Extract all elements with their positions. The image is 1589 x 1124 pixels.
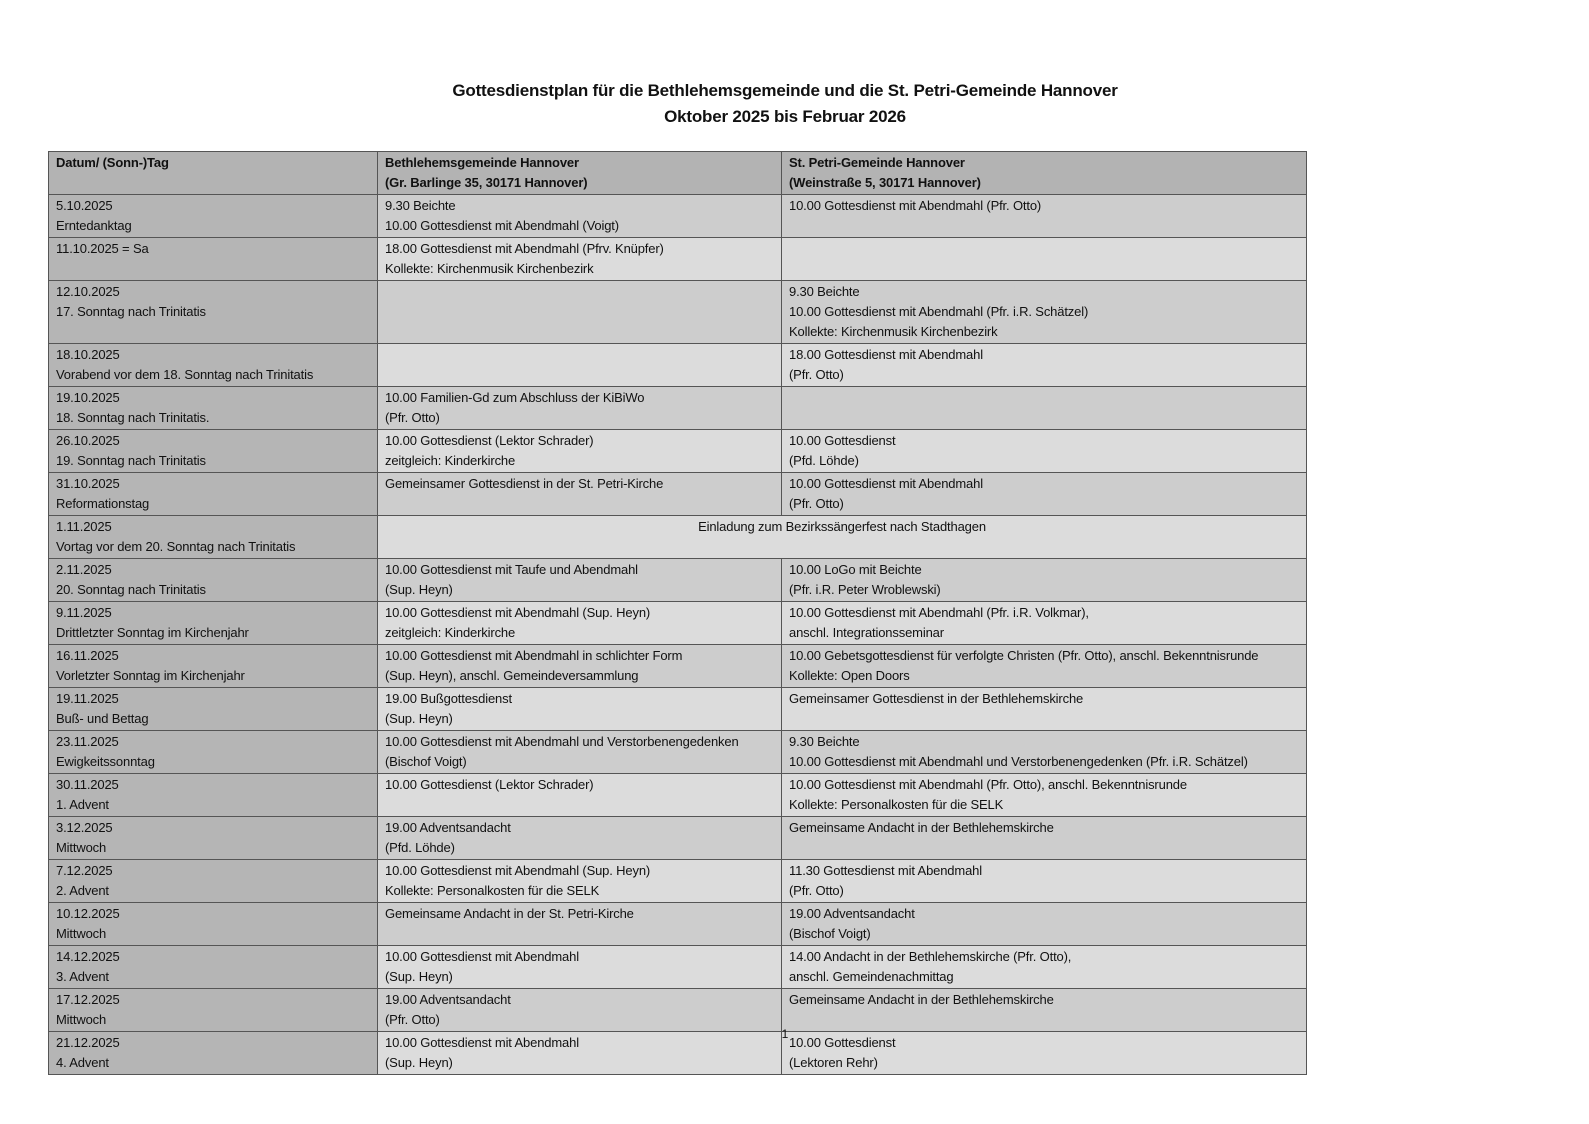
cell-line: Ewigkeitssonntag: [56, 754, 155, 769]
cell-line: (Bischof Voigt): [385, 754, 467, 769]
cell-line: Mittwoch: [56, 840, 107, 855]
cell-line: Vortag vor dem 20. Sonntag nach Trinitatis: [56, 539, 296, 554]
cell-line: 12.10.2025: [56, 284, 120, 299]
cell-line: Gemeinsamer Gottesdienst in der Bethlehemskirche: [789, 691, 1084, 706]
cell-line: 9.30 Beichte: [789, 284, 860, 299]
header-bethlehem: [378, 152, 782, 195]
st-petri-cell: [782, 946, 1307, 989]
cell-line: 21.12.2025: [56, 1035, 120, 1050]
cell-line: 10.12.2025: [56, 906, 120, 921]
bethlehem-cell: [378, 860, 782, 903]
cell-line: (Sup. Heyn): [385, 711, 453, 726]
cell-line: zeitgleich: Kinderkirche: [385, 625, 516, 640]
st-petri-cell: [782, 860, 1307, 903]
table-row: [49, 688, 1307, 731]
cell-line: Gemeinsamer Gottesdienst in der St. Petri-Kirche: [385, 476, 664, 491]
cell-line: 9.30 Beichte: [789, 734, 860, 749]
bethlehem-cell: [378, 946, 782, 989]
cell-line: (Weinstraße 5, 30171 Hannover): [789, 175, 981, 190]
cell-line: St. Petri-Gemeinde Hannover: [789, 155, 965, 170]
st-petri-cell: [782, 817, 1307, 860]
cell-line: 2. Advent: [56, 883, 109, 898]
cell-line: Datum/ (Sonn-)Tag: [56, 155, 169, 170]
cell-line: 19.11.2025: [56, 691, 119, 706]
cell-line: 11.10.2025 = Sa: [56, 241, 149, 256]
table-row: [49, 989, 1307, 1032]
date-cell: [49, 387, 378, 430]
bethlehem-cell: [378, 688, 782, 731]
cell-line: (Pfr. i.R. Peter Wroblewski): [789, 582, 941, 597]
date-cell: [49, 195, 378, 238]
st-petri-cell: [782, 238, 1307, 281]
st-petri-cell: [782, 731, 1307, 774]
bethlehem-cell: [378, 731, 782, 774]
cell-line: 10.00 Gottesdienst mit Abendmahl (Pfr. Otto), anschl. Bekenntnisrunde: [789, 777, 1187, 792]
st-petri-cell: [782, 645, 1307, 688]
st-petri-cell: [782, 602, 1307, 645]
cell-line: anschl. Gemeindenachmittag: [789, 969, 954, 984]
st-petri-cell: [782, 344, 1307, 387]
date-cell: [49, 281, 378, 344]
cell-line: 10.00 Gottesdienst mit Abendmahl in schlichter Form: [385, 648, 683, 663]
date-cell: [49, 602, 378, 645]
cell-line: 10.00 Gottesdienst mit Abendmahl (Voigt): [385, 218, 619, 233]
table-row: [49, 860, 1307, 903]
service-schedule-table: [48, 151, 1307, 1075]
cell-line: Erntedanktag: [56, 218, 132, 233]
date-cell: [49, 774, 378, 817]
cell-line: (Bischof Voigt): [789, 926, 871, 941]
cell-line: Vorletzter Sonntag im Kirchenjahr: [56, 668, 245, 683]
date-cell: [49, 559, 378, 602]
cell-line: 1.11.2025: [56, 519, 112, 534]
bethlehem-cell: [378, 989, 782, 1032]
document-title: [0, 78, 1570, 130]
cell-line: 26.10.2025: [56, 433, 120, 448]
title-line-1: Gottesdienstplan für die Bethlehemsgemeinde und die St. Petri-Gemeinde Hannover: [452, 81, 1118, 100]
cell-line: (Pfr. Otto): [789, 883, 844, 898]
bethlehem-cell: [378, 903, 782, 946]
st-petri-cell: [782, 387, 1307, 430]
cell-line: 30.11.2025: [56, 777, 119, 792]
cell-line: (Pfr. Otto): [385, 1012, 440, 1027]
cell-line: 7.12.2025: [56, 863, 113, 878]
cell-line: Gemeinsame Andacht in der Bethlehemskirche: [789, 820, 1054, 835]
cell-line: 10.00 Gottesdienst mit Abendmahl: [789, 476, 983, 491]
date-cell: [49, 860, 378, 903]
cell-line: 10.00 Gebetsgottesdienst für verfolgte Christen (Pfr. Otto), anschl. Bekenntnisrunde: [789, 648, 1259, 663]
table-row: [49, 559, 1307, 602]
cell-line: (Lektoren Rehr): [789, 1055, 878, 1070]
st-petri-cell: [782, 281, 1307, 344]
cell-line: 10.00 Gottesdienst (Lektor Schrader): [385, 777, 594, 792]
cell-line: 3. Advent: [56, 969, 109, 984]
cell-line: 18. Sonntag nach Trinitatis.: [56, 410, 210, 425]
cell-line: 4. Advent: [56, 1055, 109, 1070]
cell-line: Einladung zum Bezirkssängerfest nach Stadthagen: [698, 519, 986, 534]
cell-line: 10.00 LoGo mit Beichte: [789, 562, 922, 577]
merged-event-cell: [378, 516, 1307, 559]
bethlehem-cell: [378, 645, 782, 688]
cell-line: 19.00 Adventsandacht: [385, 820, 511, 835]
table-row: [49, 195, 1307, 238]
bethlehem-cell: [378, 195, 782, 238]
st-petri-cell: [782, 989, 1307, 1032]
cell-line: 19.00 Adventsandacht: [789, 906, 915, 921]
cell-line: (Sup. Heyn), anschl. Gemeindeversammlung: [385, 668, 639, 683]
table-row: [49, 645, 1307, 688]
table-row: [49, 817, 1307, 860]
st-petri-cell: [782, 688, 1307, 731]
cell-line: Gemeinsame Andacht in der St. Petri-Kirche: [385, 906, 634, 921]
cell-line: 10.00 Gottesdienst mit Abendmahl (Pfr. Otto): [789, 198, 1042, 213]
cell-line: 10.00 Gottesdienst mit Abendmahl: [385, 1035, 579, 1050]
table-row: [49, 516, 1307, 559]
cell-line: 11.30 Gottesdienst mit Abendmahl: [789, 863, 982, 878]
cell-line: 14.12.2025: [56, 949, 120, 964]
cell-line: 19. Sonntag nach Trinitatis: [56, 453, 206, 468]
date-cell: [49, 731, 378, 774]
table-header-row: [49, 152, 1307, 195]
cell-line: (Sup. Heyn): [385, 1055, 453, 1070]
bethlehem-cell: [378, 817, 782, 860]
date-cell: [49, 473, 378, 516]
bethlehem-cell: [378, 430, 782, 473]
cell-line: 10.00 Familien-Gd zum Abschluss der KiBiWo: [385, 390, 645, 405]
table-row: [49, 602, 1307, 645]
cell-line: 10.00 Gottesdienst mit Abendmahl und Verstorbenengedenken: [385, 734, 739, 749]
cell-line: Bethlehemsgemeinde Hannover: [385, 155, 579, 170]
st-petri-cell: [782, 559, 1307, 602]
bethlehem-cell: [378, 281, 782, 344]
bethlehem-cell: [378, 559, 782, 602]
bethlehem-cell: [378, 387, 782, 430]
header-st-petri: [782, 152, 1307, 195]
st-petri-cell: [782, 430, 1307, 473]
cell-line: 10.00 Gottesdienst: [789, 1035, 896, 1050]
table-row: [49, 238, 1307, 281]
cell-line: zeitgleich: Kinderkirche: [385, 453, 516, 468]
st-petri-cell: [782, 774, 1307, 817]
cell-line: Kollekte: Personalkosten für die SELK: [789, 797, 1004, 812]
cell-line: 10.00 Gottesdienst (Lektor Schrader): [385, 433, 594, 448]
st-petri-cell: [782, 195, 1307, 238]
bethlehem-cell: [378, 344, 782, 387]
table-row: [49, 473, 1307, 516]
page-number: 1: [781, 1027, 789, 1041]
cell-line: 23.11.2025: [56, 734, 119, 749]
date-cell: [49, 645, 378, 688]
cell-line: Kollekte: Open Doors: [789, 668, 910, 683]
cell-line: anschl. Integrationsseminar: [789, 625, 944, 640]
st-petri-cell: [782, 473, 1307, 516]
cell-line: Mittwoch: [56, 926, 107, 941]
table-row: [49, 430, 1307, 473]
bethlehem-cell: [378, 473, 782, 516]
cell-line: 19.00 Adventsandacht: [385, 992, 511, 1007]
cell-line: 10.00 Gottesdienst mit Abendmahl und Verstorbenengedenken (Pfr. i.R. Schätzel): [789, 754, 1248, 769]
cell-line: 18.00 Gottesdienst mit Abendmahl: [789, 347, 983, 362]
cell-line: 9.30 Beichte: [385, 198, 456, 213]
title-line-2: Oktober 2025 bis Februar 2026: [664, 107, 906, 126]
table-row: [49, 903, 1307, 946]
cell-line: 10.00 Gottesdienst: [789, 433, 896, 448]
cell-line: (Pfd. Löhde): [385, 840, 455, 855]
cell-line: 3.12.2025: [56, 820, 113, 835]
date-cell: [49, 238, 378, 281]
cell-line: Mittwoch: [56, 1012, 107, 1027]
date-cell: [49, 989, 378, 1032]
st-petri-cell: [782, 903, 1307, 946]
cell-line: Kollekte: Kirchenmusik Kirchenbezirk: [789, 324, 998, 339]
cell-line: Buß- und Bettag: [56, 711, 149, 726]
header-date: [49, 152, 378, 195]
cell-line: (Sup. Heyn): [385, 969, 453, 984]
cell-line: (Pfr. Otto): [789, 367, 844, 382]
cell-line: Kollekte: Personalkosten für die SELK: [385, 883, 600, 898]
table-row: [49, 344, 1307, 387]
cell-line: 1. Advent: [56, 797, 109, 812]
table-row: [49, 946, 1307, 989]
cell-line: 10.00 Gottesdienst mit Abendmahl (Sup. Heyn): [385, 863, 651, 878]
bethlehem-cell: [378, 238, 782, 281]
cell-line: 19.10.2025: [56, 390, 120, 405]
cell-line: (Pfr. Otto): [789, 496, 844, 511]
cell-line: 17. Sonntag nach Trinitatis: [56, 304, 206, 319]
table-row: [49, 731, 1307, 774]
cell-line: Reformationstag: [56, 496, 150, 511]
cell-line: 31.10.2025: [56, 476, 120, 491]
date-cell: [49, 903, 378, 946]
cell-line: (Sup. Heyn): [385, 582, 453, 597]
date-cell: [49, 817, 378, 860]
cell-line: 20. Sonntag nach Trinitatis: [56, 582, 206, 597]
cell-line: 16.11.2025: [56, 648, 119, 663]
bethlehem-cell: [378, 774, 782, 817]
date-cell: [49, 516, 378, 559]
cell-line: 10.00 Gottesdienst mit Abendmahl (Pfr. i.R. Schätzel): [789, 304, 1089, 319]
cell-line: Vorabend vor dem 18. Sonntag nach Trinitatis: [56, 367, 314, 382]
cell-line: 2.11.2025: [56, 562, 112, 577]
table-row: [49, 774, 1307, 817]
cell-line: (Pfd. Löhde): [789, 453, 859, 468]
cell-line: Gemeinsame Andacht in der Bethlehemskirche: [789, 992, 1054, 1007]
cell-line: (Pfr. Otto): [385, 410, 440, 425]
cell-line: 17.12.2025: [56, 992, 120, 1007]
cell-line: 9.11.2025: [56, 605, 112, 620]
date-cell: [49, 344, 378, 387]
cell-line: Drittletzter Sonntag im Kirchenjahr: [56, 625, 249, 640]
cell-line: 10.00 Gottesdienst mit Abendmahl: [385, 949, 579, 964]
cell-line: 10.00 Gottesdienst mit Taufe und Abendmahl: [385, 562, 638, 577]
bethlehem-cell: [378, 602, 782, 645]
cell-line: 18.10.2025: [56, 347, 120, 362]
cell-line: 18.00 Gottesdienst mit Abendmahl (Pfrv. Knüpfer): [385, 241, 664, 256]
cell-line: 14.00 Andacht in der Bethlehemskirche (Pfr. Otto),: [789, 949, 1072, 964]
cell-line: Kollekte: Kirchenmusik Kirchenbezirk: [385, 261, 594, 276]
date-cell: [49, 430, 378, 473]
date-cell: [49, 946, 378, 989]
cell-line: 5.10.2025: [56, 198, 113, 213]
table-row: [49, 387, 1307, 430]
cell-line: (Gr. Barlinge 35, 30171 Hannover): [385, 175, 588, 190]
table-row: [49, 281, 1307, 344]
cell-line: 10.00 Gottesdienst mit Abendmahl (Pfr. i.R. Volkmar),: [789, 605, 1089, 620]
date-cell: [49, 688, 378, 731]
cell-line: 19.00 Bußgottesdienst: [385, 691, 512, 706]
cell-line: 10.00 Gottesdienst mit Abendmahl (Sup. Heyn): [385, 605, 651, 620]
